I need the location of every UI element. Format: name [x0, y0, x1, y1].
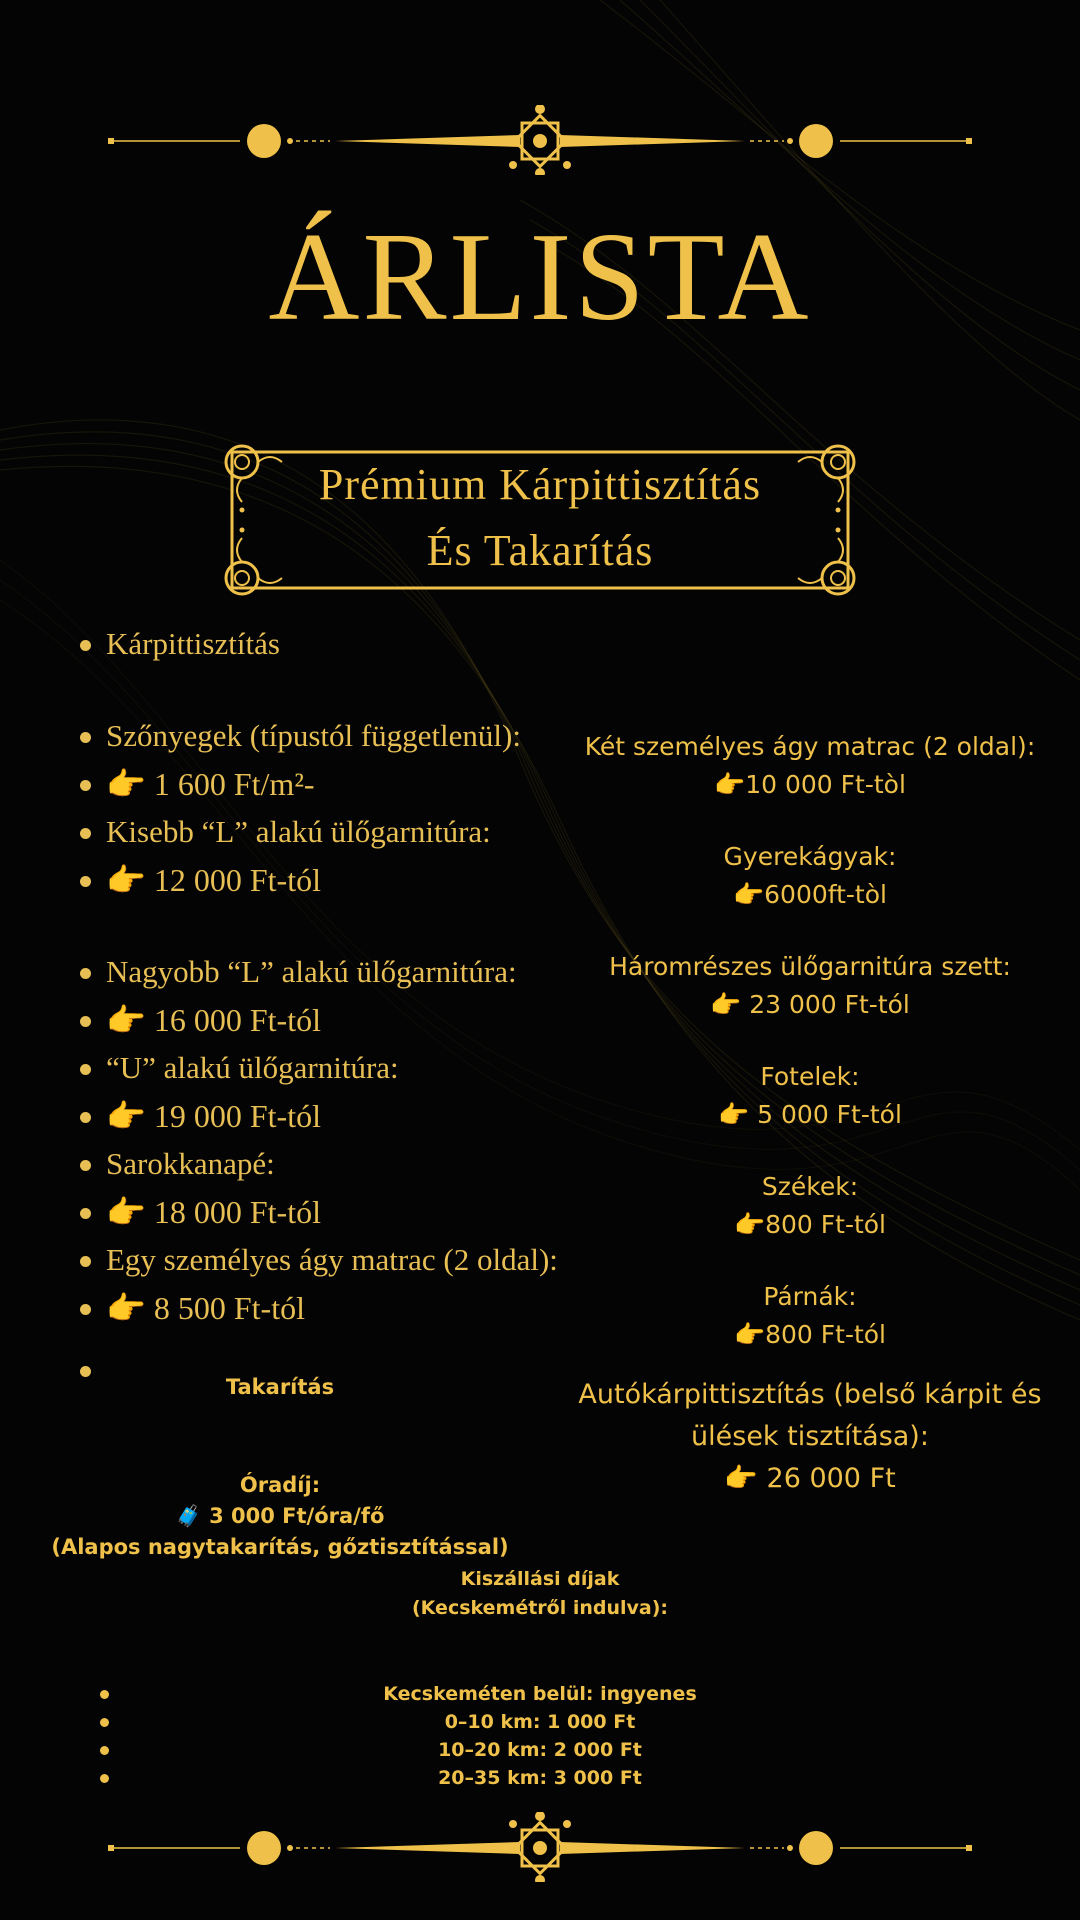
list-item-armchairs — [540, 1058, 1080, 1134]
top-ornament — [100, 105, 980, 175]
upholstery-price-list — [78, 620, 598, 1332]
list-item-small-l-sofa-price: 👉 12 000 Ft-tól — [78, 856, 598, 904]
item-price: 👉10 000 Ft-tòl — [714, 770, 906, 799]
list-item-fee — [0, 1764, 1080, 1792]
travel-fee-subheading: (Kecskemétről indulva): — [411, 1597, 669, 1619]
travel-fee-heading: Kiszállási díjak — [460, 1568, 620, 1590]
bullet-icon — [100, 1690, 109, 1699]
bullet-icon — [100, 1774, 109, 1783]
list-item-carpets-price: 👉 1 600 Ft/m²- — [78, 760, 598, 808]
car-upholstery-label-1: Autókárpittisztítás (belső kárpit és — [578, 1379, 1042, 1410]
list-item-double-mattress — [540, 728, 1080, 804]
subtitle-line-1: Prémium Kárpittisztítás — [318, 460, 762, 509]
item-label: Háromrészes ülőgarnitúra szett: — [609, 952, 1011, 981]
item-label: Párnák: — [763, 1282, 857, 1311]
fee-text: Kecskeméten belül: ingyenes — [383, 1683, 697, 1705]
cleaning-note: (Alapos nagytakarítás, gőztisztítással) — [51, 1535, 509, 1559]
item-price: 👉 23 000 Ft-tól — [710, 990, 910, 1019]
subtitle — [220, 452, 860, 584]
cleaning-rate: 🧳 3 000 Ft/óra/fő — [175, 1504, 385, 1528]
subtitle-line-2: És Takarítás — [426, 526, 654, 575]
bullet-icon — [100, 1718, 109, 1727]
item-price: 👉6000ft-tòl — [733, 880, 887, 909]
list-item-carpets: Szőnyegek (típustól függetlenül): — [78, 712, 598, 760]
list-item-upholstery-heading: Kárpittisztítás — [78, 620, 598, 668]
list-item-corner-sofa-price: 👉 18 000 Ft-tól — [78, 1188, 598, 1236]
item-label: Székek: — [761, 1172, 859, 1201]
list-item-small-l-sofa: Kisebb “L” alakú ülőgarnitúra: — [78, 808, 598, 856]
list-item-u-sofa-price: 👉 19 000 Ft-tól — [78, 1092, 598, 1140]
list-item-u-sofa: “U” alakú ülőgarnitúra: — [78, 1044, 598, 1092]
fee-text: 20–35 km: 3 000 Ft — [438, 1767, 642, 1789]
item-label: Gyerekágyak: — [723, 842, 897, 871]
cleaning-rate-label: Óradíj: — [239, 1473, 321, 1497]
list-item-chairs — [540, 1168, 1080, 1244]
car-upholstery-label-2: ülések tisztítása): — [691, 1421, 929, 1452]
list-item-car-upholstery — [540, 1374, 1080, 1500]
item-label: Fotelek: — [760, 1062, 860, 1091]
list-item-fee — [0, 1708, 1080, 1736]
fee-text: 0–10 km: 1 000 Ft — [444, 1711, 636, 1733]
cleaning-heading: Takarítás — [225, 1375, 335, 1399]
fee-text: 10–20 km: 2 000 Ft — [438, 1739, 642, 1761]
list-item-fee — [0, 1736, 1080, 1764]
item-price: 👉800 Ft-tól — [733, 1320, 887, 1349]
bottom-ornament — [100, 1812, 980, 1882]
list-item-pillows — [540, 1278, 1080, 1354]
list-item-large-l-sofa-price: 👉 16 000 Ft-tól — [78, 996, 598, 1044]
right-price-column — [540, 728, 1080, 1500]
list-item-children-beds — [540, 838, 1080, 914]
list-item-single-mattress-price: 👉 8 500 Ft-tól — [78, 1284, 598, 1332]
item-label: Két személyes ágy matrac (2 oldal): — [584, 732, 1036, 761]
item-price: 👉 5 000 Ft-tól — [718, 1100, 902, 1129]
list-item-corner-sofa: Sarokkanapé: — [78, 1140, 598, 1188]
bullet-icon — [100, 1746, 109, 1755]
travel-fee-list — [0, 1680, 1080, 1792]
item-price: 👉800 Ft-tól — [733, 1210, 887, 1239]
list-item-fee — [0, 1680, 1080, 1708]
list-item-single-mattress: Egy személyes ágy matrac (2 oldal): — [78, 1236, 598, 1284]
page-title: ÁRLISTA — [268, 208, 812, 347]
list-item-three-piece-set — [540, 948, 1080, 1024]
list-item-large-l-sofa: Nagyobb “L” alakú ülőgarnitúra: — [78, 948, 598, 996]
cleaning-rate-block — [40, 1470, 520, 1563]
car-upholstery-price: 👉 26 000 Ft — [724, 1463, 896, 1494]
